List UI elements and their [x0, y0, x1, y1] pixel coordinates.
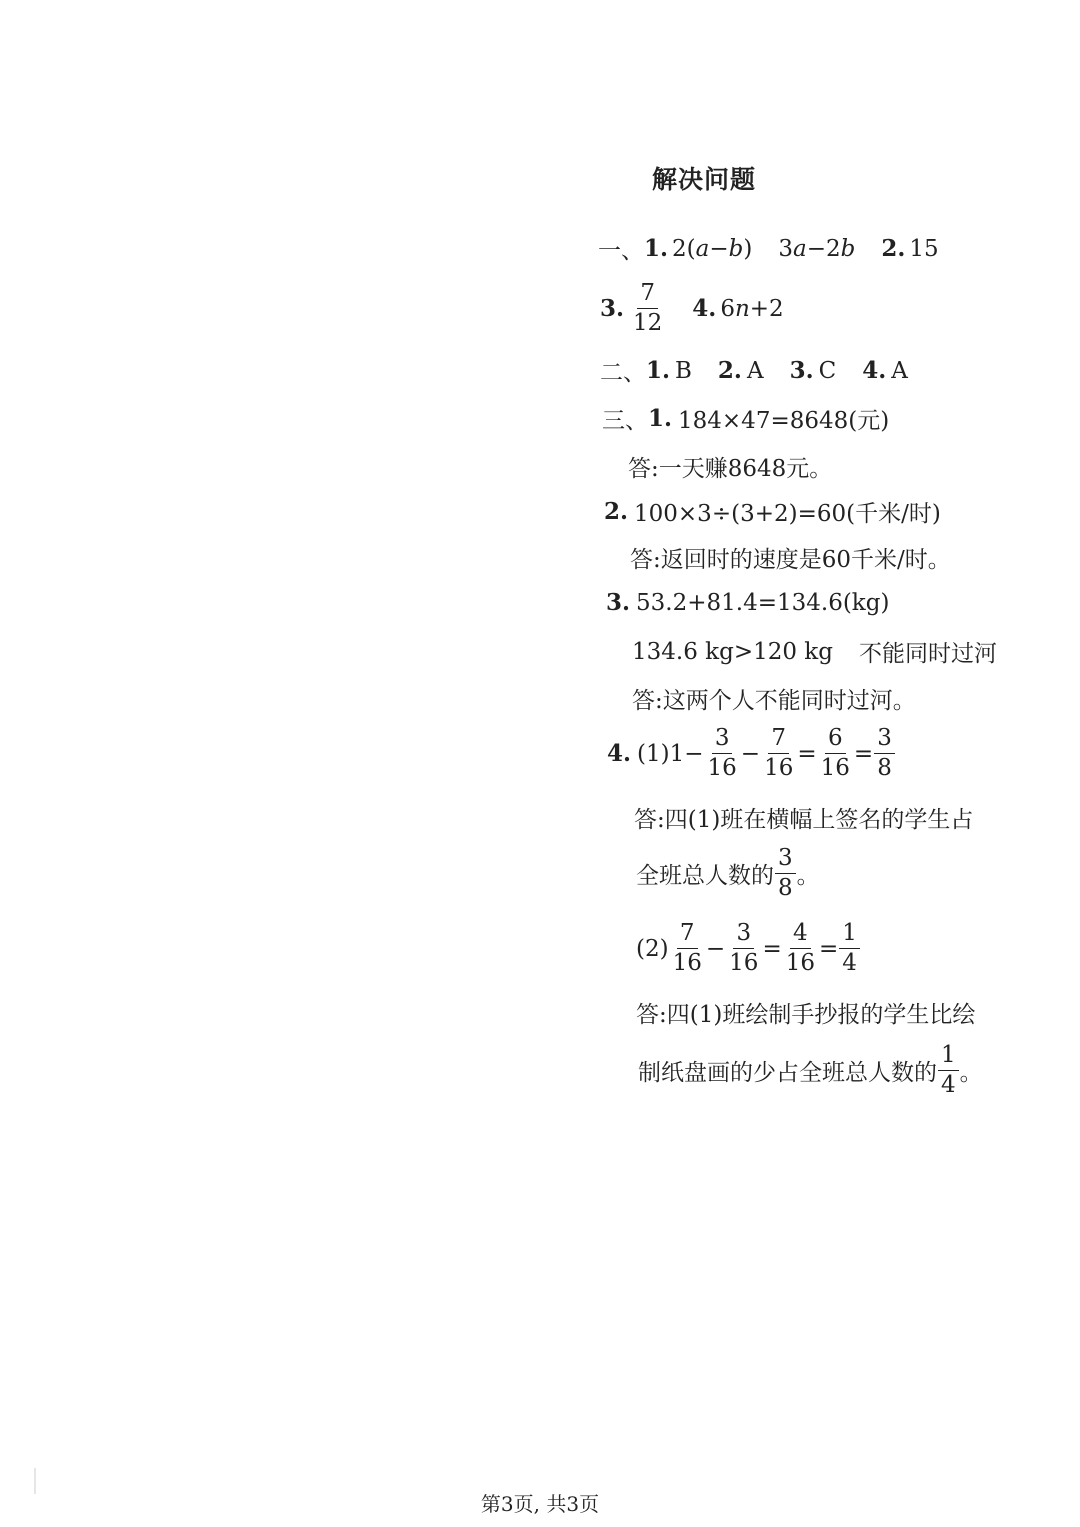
fraction: $\frac{4}{16}$	[785, 920, 815, 976]
answer-line-11	[607, 727, 896, 780]
item-number: 4.	[607, 740, 632, 767]
item-number: 3.	[789, 357, 814, 384]
item-number: 4.	[862, 357, 887, 384]
fraction: $\frac{3}{16}$	[707, 725, 737, 781]
equation: 184×47=8648(元)	[678, 408, 890, 434]
math-text: −	[684, 740, 704, 767]
fraction: $\frac{3}{16}$	[729, 920, 759, 976]
choice-answer: C	[818, 357, 837, 384]
section-marker-2: 二、	[600, 360, 646, 386]
equation: 100×3÷(3+2)=60(千米/时)	[634, 501, 941, 527]
answer-text: 制纸盘画的少占全班总人数的	[638, 1060, 937, 1086]
answer-statement: 答:四(1)班绘制手抄报的学生比绘	[636, 1002, 976, 1028]
math-text: 6	[720, 295, 735, 322]
answer-statement: 答:四(1)班在横幅上签名的学生占	[634, 807, 974, 833]
math-text: +2	[749, 295, 784, 322]
choice-answer: A	[891, 357, 908, 384]
math-text: =	[762, 935, 782, 962]
math-text: 2(	[672, 235, 696, 262]
math-text: =	[819, 935, 839, 962]
answer-statement: 答:一天赚8648元。	[628, 456, 833, 482]
answer-value: 15	[909, 235, 939, 262]
math-text: =	[797, 740, 817, 767]
answer-statement: 答:这两个人不能同时过河。	[632, 688, 916, 714]
math-var: n	[734, 295, 750, 322]
comparison: 134.6 kg>120 kg	[632, 638, 833, 665]
math-text: (2)	[636, 935, 669, 962]
math-text: −	[705, 935, 726, 962]
fraction: $\frac{7}{16}$	[672, 920, 702, 976]
item-number: 2.	[881, 235, 906, 262]
fraction: $\frac{3}{8}$	[874, 727, 895, 780]
answer-line-3	[600, 354, 908, 387]
fraction: $\frac{6}{16}$	[820, 725, 850, 781]
fraction: $\frac{7}{12}$	[633, 280, 663, 336]
math-text: )	[743, 235, 753, 262]
answer-text: 。	[959, 1060, 983, 1086]
equation: 53.2+81.4=134.6(kg)	[636, 589, 890, 616]
answer-line-16	[638, 1044, 983, 1097]
math-text: =	[853, 740, 874, 767]
choice-answer: B	[675, 357, 692, 384]
math-var: a	[792, 235, 807, 262]
answer-text: 全班总人数的	[636, 863, 774, 889]
math-var: b	[728, 235, 744, 262]
answer-line-2	[600, 282, 784, 335]
item-number: 3.	[606, 589, 631, 616]
choice-answer: A	[746, 357, 764, 384]
comparison-note: 不能同时过河	[858, 641, 997, 667]
answer-statement: 答:返回时的速度是60千米/时。	[630, 547, 951, 573]
math-text: −	[740, 740, 761, 767]
item-number: 2.	[604, 498, 629, 525]
answer-line-6	[604, 495, 941, 528]
item-number: 1.	[646, 357, 671, 384]
answer-line-1	[598, 232, 939, 265]
answer-line-9	[632, 635, 997, 668]
fraction: $\frac{1}{4}$	[938, 1044, 959, 1097]
fraction: $\frac{3}{8}$	[775, 847, 796, 900]
page-title: 解决问题	[652, 165, 757, 194]
math-var: a	[695, 235, 710, 262]
answer-line-14	[636, 922, 861, 975]
item-number: 1.	[648, 405, 673, 432]
math-text: −2	[806, 235, 841, 262]
item-number: 2.	[717, 357, 742, 384]
math-text: (1)1	[637, 740, 685, 767]
fraction: $\frac{7}{16}$	[764, 725, 794, 781]
math-text: −	[709, 235, 729, 262]
answer-line-4	[602, 402, 889, 435]
answer-line-13	[636, 847, 820, 900]
item-number: 1.	[644, 235, 669, 262]
item-number: 4.	[692, 295, 717, 322]
section-marker-3: 三、	[602, 408, 648, 434]
item-number: 3.	[600, 295, 625, 322]
answer-text: 。	[796, 863, 820, 889]
page-footer: 第3页, 共3页	[480, 1492, 600, 1516]
section-marker-1: 一、	[598, 238, 644, 264]
math-var: b	[840, 235, 856, 262]
fraction: $\frac{1}{4}$	[839, 922, 860, 975]
math-text: 3	[778, 235, 793, 262]
answer-line-8	[606, 589, 889, 616]
